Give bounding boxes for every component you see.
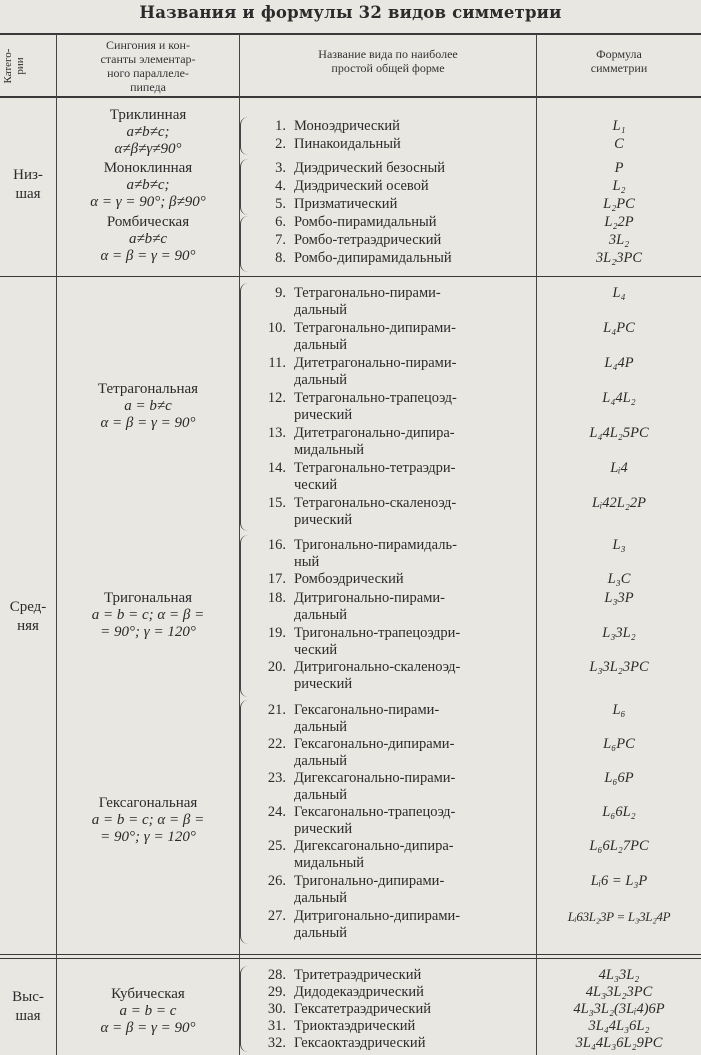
class-number: 9. [275,285,286,301]
class-name-line-2: дальный [294,719,348,735]
class-number: 16. [267,537,286,553]
syngony-cubic [57,986,239,1037]
syngony-name: Триклинная [109,107,187,123]
header-class-name: Название вида по наиболее простой общей форме [318,47,458,75]
class-name [294,984,534,1001]
class-number: 23. [267,770,286,786]
class-name [294,390,534,424]
class-name [294,160,534,177]
class-name-line-2: ный [294,554,320,570]
symmetry-formula: P [614,160,624,176]
class-name-line-1: Тетрагонально-дипирами- [294,320,456,336]
header-category [0,38,28,94]
syngony-name: Тригональная [103,590,193,606]
class-number: 32. [267,1035,286,1051]
class-name-line-1: Дигексагонально-пирами- [294,770,456,786]
class-name-line-1: Тригонально-трапецоэдри- [294,625,461,641]
class-name-line-2: дальный [294,925,348,941]
symmetry-formula: L₄ [612,285,626,301]
lower-category-rule [0,276,701,277]
header-syngony: Сингония и кон- станты элементар- ного параллеле- пипеда [100,38,196,94]
class-name [294,196,534,213]
class-name [294,250,534,267]
class-name [294,425,534,459]
class-name-line-1: Диэдрический осевой [294,178,429,194]
class-name-line-2: дальный [294,787,348,803]
class-name-line-2: рический [294,676,353,692]
class-name-line-1: Призматический [294,196,398,212]
symmetry-formula: 3L₄4L₃6L₂ [588,1018,650,1034]
syngony-constants: a = b = c; α = β = [91,812,205,828]
header-category-text: Катего- рии [2,48,26,84]
syngony-constants: a = b = c; α = β = [91,607,205,623]
class-name-line-1: Тригонально-пирамидаль- [294,537,457,553]
syngony-constants: α = β = γ = 90° [100,248,196,264]
class-name-line-2: дальный [294,302,348,318]
class-name-line-1: Тритетраэдрический [294,967,422,983]
symmetry-formula: 4L₃3L₂(3Lᵢ4)6P [573,1001,665,1017]
syngony-constants: a≠b≠c; [126,124,170,140]
class-name-line-1: Ромбо-пирамидальный [294,214,437,230]
symmetry-formula: L₃3L₂ [602,625,636,641]
class-name-line-2: дальный [294,337,348,353]
class-number: 17. [267,571,286,587]
syngony-constants: α = β = γ = 90° [100,415,196,431]
class-name [294,460,534,494]
class-name-line-1: Диэдрический безосный [294,160,445,176]
syngony-constants: a = b = c [119,1003,177,1019]
symmetry-formula: L₄PC [603,320,635,336]
category-higher: Выс- шая [12,989,44,1024]
class-number: 14. [267,460,286,476]
class-name-line-1: Дитетрагонально-пирами- [294,355,457,371]
class-number: 19. [267,625,286,641]
class-number: 4. [275,178,286,194]
class-name-line-1: Тетрагонально-тетраэдри- [294,460,456,476]
class-name [294,136,534,153]
class-number: 7. [275,232,286,248]
symmetry-formula: L₂PC [603,196,635,212]
middle-category-rule-2 [0,958,701,959]
class-number: 15. [267,495,286,511]
syngony-constants: a = b≠c [124,398,172,414]
symmetry-formula: L₂ [612,178,626,194]
syngony-constants: α = β = γ = 90° [100,1020,196,1036]
syngony-monoclinic [57,160,239,211]
class-number: 5. [275,196,286,212]
class-name [294,178,534,195]
class-number: 24. [267,804,286,820]
symmetry-formula: L₃3L₂3PC [589,659,649,675]
class-name [294,495,534,529]
class-number: 27. [267,908,286,924]
symmetry-formula: L₄4L₂ [602,390,636,406]
class-name-line-1: Дитригонально-дипирами- [294,908,461,924]
page-title: Названия и формулы 32 видов симметрии [139,3,562,22]
symmetry-formula: 3L₂ [608,232,630,248]
class-name [294,1001,534,1018]
class-name-line-1: Дитригонально-пирами- [294,590,445,606]
symmetry-formula: Lᵢ6 = L₃P [590,873,648,889]
class-name [294,770,534,804]
class-name-line-2: мидальный [294,855,364,871]
class-name [294,625,534,659]
class-name [294,838,534,872]
category-middle: Сред- няя [9,599,47,634]
class-name-line-1: Гексаоктаэдрический [294,1035,426,1051]
class-name [294,355,534,389]
symmetry-formula: L₃ [612,537,626,553]
syngony-constants: α≠β≠γ≠90° [114,141,182,157]
class-name-line-1: Дигексагонально-дипира- [294,838,454,854]
class-name [294,118,534,135]
symmetry-formula: L₆PC [603,736,635,752]
class-name-line-2: рический [294,407,353,423]
symmetry-formula: L₆ [612,702,626,718]
class-number: 22. [267,736,286,752]
class-name-line-1: Тетрагонально-скаленоэд- [294,495,457,511]
syngony-name: Ромбическая [106,214,190,230]
syngony-hexagonal [57,795,239,846]
class-name-line-1: Триоктаэдрический [294,1018,416,1034]
syngony-name: Гексагональная [98,795,198,811]
class-number: 3. [275,160,286,176]
class-name-line-1: Дитригонально-скаленоэд- [294,659,461,675]
syngony-constants: α = γ = 90°; β≠90° [90,194,206,210]
class-name [294,908,534,942]
class-number: 1. [275,118,286,134]
syngony-name: Тетрагональная [97,381,199,397]
syngony-constants: a≠b≠c; [126,177,170,193]
top-rule [0,33,701,35]
class-number: 13. [267,425,286,441]
syngony-trigonal [57,590,239,641]
class-name [294,804,534,838]
symmetry-formula: L₆6P [604,770,634,786]
symmetry-formula: 4L₃3L₂3PC [585,984,653,1000]
class-name-line-2: дальный [294,890,348,906]
class-number: 31. [267,1018,286,1034]
class-number: 11. [268,355,286,371]
class-name [294,736,534,770]
class-name-line-1: Пинакоидальный [294,136,401,152]
symmetry-formula: L₁ [612,118,626,134]
class-name [294,537,534,571]
syngony-orthorhombic [57,214,239,265]
symmetry-formula: 4L₃3L₂ [598,967,640,983]
class-number: 8. [275,250,286,266]
class-number: 29. [267,984,286,1000]
syngony-name: Кубическая [111,986,185,1002]
syngony-constants: a≠b≠c [128,231,168,247]
class-name [294,320,534,354]
class-number: 21. [267,702,286,718]
header-rule [0,96,701,98]
class-name-line-2: дальный [294,607,348,623]
class-name-line-1: Тетрагонально-пирами- [294,285,441,301]
class-number: 10. [267,320,286,336]
class-number: 18. [267,590,286,606]
class-name [294,214,534,231]
class-name-line-1: Тригонально-дипирами- [294,873,445,889]
class-name-line-1: Тетрагонально-трапецоэд- [294,390,457,406]
class-name [294,967,534,984]
syngony-name: Моноклинная [103,160,193,176]
class-name [294,873,534,907]
class-name-line-1: Гексагонально-дипирами- [294,736,455,752]
symmetry-formula: L₂2P [604,214,634,230]
class-name-line-2: ческий [294,477,338,493]
class-number: 30. [267,1001,286,1017]
class-number: 28. [267,967,286,983]
class-name-line-2: мидальный [294,442,364,458]
class-number: 26. [267,873,286,889]
class-name-line-1: Гексагонально-трапецоэд- [294,804,456,820]
symmetry-formula: L₃3P [604,590,634,606]
symmetry-formula: Lᵢ42L₂2P [591,495,647,511]
symmetry-formula: Lᵢ63L₂3P = L₃3L₂4P [567,909,671,924]
class-name-line-2: рический [294,512,353,528]
class-name [294,571,534,588]
class-name-line-1: Ромбоэдрический [294,571,404,587]
class-number: 25. [267,838,286,854]
middle-category-rule [0,954,701,955]
class-name-line-1: Гексатетраэдрический [294,1001,431,1017]
class-name [294,1035,534,1052]
class-name [294,232,534,249]
symmetry-formula: L₄4P [604,355,634,371]
symmetry-formula: C [614,136,624,152]
class-name-line-2: рический [294,821,353,837]
symmetry-formula: L₆6L₂7PC [589,838,649,854]
class-name-line-1: Ромбо-тетраэдрический [294,232,442,248]
syngony-constants: = 90°; γ = 120° [100,624,196,640]
syngony-constants: = 90°; γ = 120° [100,829,196,845]
class-name-line-1: Ромбо-дипирамидальный [294,250,452,266]
symmetry-formula: Lᵢ4 [610,460,628,476]
class-number: 20. [267,659,286,675]
syngony-tetragonal [57,381,239,432]
class-number: 12. [267,390,286,406]
symmetry-formula: 3L₂3PC [595,250,643,266]
symmetry-formula: 3L₄4L₃6L₂9PC [575,1035,663,1051]
class-number: 6. [275,214,286,230]
symmetry-formula: L₄4L₂5PC [589,425,649,441]
class-name-line-2: дальный [294,372,348,388]
syngony-triclinic [57,107,239,158]
class-name [294,590,534,624]
class-name [294,702,534,736]
header-formula: Формула симметрии [590,47,648,75]
class-name-line-1: Дитетрагонально-дипира- [294,425,455,441]
symmetry-formula: L₆6L₂ [602,804,636,820]
class-name-line-1: Моноэдрический [294,118,400,134]
class-name-line-1: Гексагонально-пирами- [294,702,440,718]
class-number: 2. [275,136,286,152]
class-name [294,1018,534,1035]
class-name [294,285,534,319]
class-name-line-2: дальный [294,753,348,769]
category-lower: Низ- шая [13,167,43,202]
class-name [294,659,534,693]
class-name-line-1: Дидодекаэдрический [294,984,424,1000]
symmetry-formula: L₃C [607,571,631,587]
class-name-line-2: ческий [294,642,338,658]
